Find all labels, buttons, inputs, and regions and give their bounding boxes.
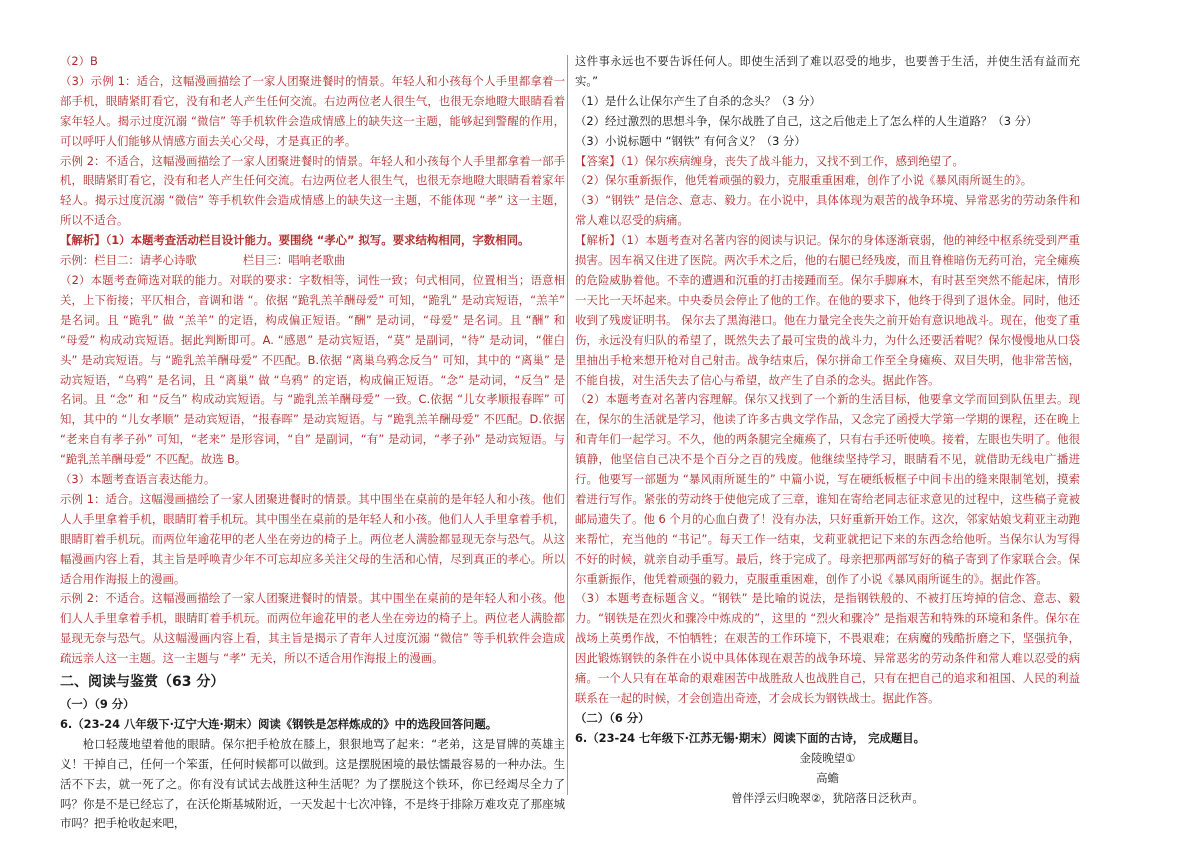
section-heading: 二、阅读与鉴赏（63 分） [60, 674, 225, 691]
passage-continued: 这件事永远也不要告诉任何人。即使生活到了难以忍受的地步，也要善于生活，并使生活有益而充实。” [575, 54, 1080, 88]
analysis-2: （2）本题考查筛选对联的能力。对联的要求：字数相等，词性一致；句式相同，位置相当；语意相关，上下衔接；平仄相合，音调和谐 “。依据 “跪乳羔羊酬母爱” 可知，“跪乳” 是动宾短语，“羔羊” 是名词。且 “跪乳” 做 “羔羊” 的定语，构成偏正短语。“酬” 是动词，“母爱” 是名词。且 “酬” 和 “母爱” 构成动宾短语。据此判断即可。A. “感恩” 是动宾短语，“莫” 是副词，“待” 是动词，“催白头” 是动宾短语。与 “跪乳羔羊酬母爱” 不匹配。B.依据 “离巢乌鸦念反刍” 可知，其中的 “离巢” 是动宾短语，“乌鸦” 是名词，且 “离巢” 做 “乌鸦” 的定语，构成偏正短语。“念” 是动词，“反刍” 是名词。且 “念” 和 “反刍” 构成动宾短语。与 “跪乳羔羊酬母爱” 一致。C.依据 “儿女孝顺报春晖” 可知，其中的 “儿女孝顺” 是动宾短语，“报春晖” 是动宾短语。与 “跪乳羔羊酬母爱” 不匹配。D.依据 “老来自有孝子孙” 可知，“老来” 是形容词，“自” 是副词，“有” 是动词，“孝子孙” 是动宾短语。与 “跪乳羔羊酬母爱” 不匹配。故选 B。 [60, 272, 565, 467]
poem-line: 曾伴浮云归晚翠②，犹陪落日泛秋声。 [731, 790, 924, 805]
question-7: 6.（23-24 七年级下·江苏无锡·期末）阅读下面的古诗， 完成题目。 [575, 730, 926, 745]
analysis-1-text: 【解析】（1）本题考查活动栏目设计能力。要围绕 “孝心” 拟写。要求结构相同，字数相同。 [60, 233, 530, 248]
question-6-2: （2）经过激烈的思想斗争，保尔战胜了自己，这之后他走上了怎么样的人生道路？（3 分） [575, 113, 1038, 128]
subsection-2: （二）（6 分） [575, 710, 650, 725]
analysis-6-3: （3）本题考查标题含义。“钢铁” 是比喻的说法，是指钢铁般的、不被打压垮掉的信念、意志、毅力。“钢铁是在烈火和骤冷中炼成的”，这里的 “烈火和骤冷” 是指艰苦和特殊的环境和条件。保尔在战场上英勇作战，不怕牺牲；在艰苦的工作环境下，不畏艰难；在病魔的残酷折磨之下，坚强抗争，因此锻炼钢铁的条件在小说中具体体现在艰苦的战争环境、异常恶劣的劳动条件和常人难以忍受的病痛。一个人只有在革命的艰难困苦中战胜敌人也战胜自己，只有在把自己的追求和祖国、人民的利益联系在一起的时候，才会创造出奇迹，才会成长为钢铁战士。据此作答。 [575, 591, 1080, 705]
analysis-3: （3）本题考查语言表达能力。 [60, 472, 216, 487]
left-column [60, 52, 565, 834]
analysis-6-2: （2）本题考查对名著内容理解。保尔又找到了一个新的生活目标，他要拿文学而回到队伍里去。现在，保尔的生活就是学习，他读了许多古典文学作品，又念完了函授大学第一学期的课程，还在晚上和青年们一起学习。不久，他的两条腿完全瘫痪了，只有右手还听使唤。接着，左眼也失明了。他很镇静，他坚信自己决不是个百分之百的残废。他继续坚持学习，眼睛看不见，就借助无线电广播进行。他要写一部题为 “暴风雨所诞生的” 中篇小说，写在硬纸板框子中间卡出的缝来限制笔划，摸索着进行写作。紧张的劳动终于使他完成了三章，谁知在寄给老同志征求意见的过程中，这些稿子竟被邮局遗失了。他 6 个月的心血白费了！没有办法，只好重新开始工作。这次，邻家姑娘戈莉亚主动跑来帮忙，充当他的 “书记”。每天工作一结束，戈莉亚就把记下来的东西念给他听。当保尔认为写得不好的时候，就亲自动手重写。最后，终于完成了。母亲把那两部写好的稿子寄到了作家联合会。保尔重新振作，他凭着顽强的毅力，克服重重困难，创作了小说《暴风雨所诞生的》。据此作答。 [575, 392, 1080, 586]
analysis-1-example [60, 251, 565, 271]
poem-author: 高蟾 [816, 770, 839, 785]
column-divider [567, 55, 568, 795]
analysis-6-1: 【解析】（1）本题考查对名著内容的阅读与识记。保尔的身体逐渐衰弱，他的神经中枢系统受到严重损害。因车祸又住进了医院。两次手术之后，他的右腿已经残废，而且脊椎暗伤无药可治，完全瘫痪的危险威胁着他。不幸的遭遇和沉重的打击接踵而至。保尔手脚麻木，有时甚至突然不能起床，情形一天比一天坏起来。中央委员会停止了他的工作。在他的要求下，他终于得到了退休金。同时，他还收到了残废证明书。 保尔去了黑海港口。他在力量完全丧失之前开始有意识地战斗。现在，他变了重伤，永远没有归队的希望了，既然失去了最可宝贵的战斗力，为什么还要活着呢？保尔慢慢地从口袋里抽出手枪来想开枪对自己射击。战争结束后，保尔拼命工作至全身瘫痪、双目失明，他非常苦恼，不能自拔，对生活失去了信心与希望，故产生了自杀的念头。据此作答。 [575, 233, 1080, 387]
analysis-3-example-1: 示例 1：适合。这幅漫画描绘了一家人团聚进餐时的情景。其中围坐在桌前的是年轻人和小孩。他们人人手里拿着手机，眼睛盯着手机玩。其中围坐在桌前的是年轻人和小孩。他们人人手里拿着手机，眼睛盯着手机玩。而两位年逾花甲的老人坐在旁边的椅子上。两位老人满脸都显现无奈与恐气。从这幅漫画内容上看，其主旨是呼唤青少年不可忘却应多关注父母的生活和心情，尽到真正的孝心。所以适合用作海报上的漫画。 [60, 491, 565, 586]
answer-6-2: （2）保尔重新振作，他凭着顽强的毅力，克服重重困难，创作了小说《暴风雨所诞生的》。 [575, 173, 1033, 188]
reading-passage: 枪口轻蔑地望着他的眼睛。保尔把手枪放在膝上，狠狠地骂了起来：“老弟，这是冒牌的英雄主义！干掉自己，任何一个笨蛋，任何时候都可以做到。这是摆脱困境的最怯懦最容易的一种办法。生活不下去，就一死了之。你有没有试试去战胜这种生活呢？为了摆脱这个铁环，你已经竭尽全力了吗？你是不是已经忘了，在沃伦斯基城附近，一天发起十七次冲锋，不是终于排除万难攻克了那座城市吗？把手枪收起来吧， [60, 736, 565, 831]
poem-title: 金陵晚望① [799, 750, 856, 765]
answer-3-example-1: （3）示例 1：适合，这幅漫画描绘了一家人团聚进餐时的情景。年轻人和小孩每个人手里都拿着一部手机，眼睛紧盯看它，没有和老人产生任何交流。右边两位老人很生气，也很无奈地瞪大眼睛看着家年轻人。揭示过度沉溺 “微信” 等手机软件会造成情感上的缺失这一主题，能够起到警醒的作用，可以呼吁人们能够从情感方面去关心父母，才是真正的孝。 [60, 73, 565, 148]
answer-6-1: 【答案】（1）保尔疾病缠身，丧失了战斗能力，又找不到工作，感到绝望了。 [575, 153, 964, 168]
answer-6-3: （3）“钢铁” 是信念、意志、毅力。在小说中，具体体现为艰苦的战争环境、异常恶劣的劳动条件和常人难以忍受的病痛。 [575, 193, 1080, 228]
answer-3-example-2: 示例 2：不适合，这幅漫画描绘了一家人团聚进餐时的情景。年轻人和小孩每个人手里都拿着一部手机，眼睛紧盯看它，没有和老人产生任何交流。右边两位老人很生气，也很无奈地瞪大眼睛看着家年轻人。揭示过度沉溺 “微信” 等手机软件会造成情感上的缺失这一主题，不能体现 “孝” 这一主题，所以不适合。 [60, 153, 565, 228]
right-column [575, 52, 1080, 808]
answer-2: （2）B [60, 54, 98, 68]
analysis-1 [60, 231, 565, 251]
question-6: 6.（23-24 八年级下·辽宁大连·期末）阅读《钢铁是怎样炼成的》中的选段回答问题。 [60, 716, 498, 731]
subsection-1: （一）（9 分） [60, 697, 135, 711]
question-6-1: （1）是什么让保尔产生了自杀的念头？（3 分） [575, 93, 821, 108]
question-6-3: （3）小说标题中 “钢铁” 有何含义？（3 分） [575, 133, 806, 148]
example-col2: 示例：栏目二：请孝心诗歌 [60, 253, 197, 268]
example-col3: 栏目三：唱响老歌曲 [242, 253, 346, 268]
analysis-3-example-2: 示例 2：不适合。这幅漫画描绘了一家人团聚进餐时的情景。其中围坐在桌前的是年轻人和小孩。他们人人手里拿着手机，眼睛盯着手机玩。而两位年逾花甲的老人坐在旁边的椅子上。两位老人满脸都显现无奈与恐气。从这幅漫画内容上看，其主旨是揭示了青年人过度沉溺 “微信” 等手机软件会造成疏远亲人这一主题。这一主题与 “孝” 无关，所以不适合用作海报上的漫画。 [60, 591, 565, 666]
